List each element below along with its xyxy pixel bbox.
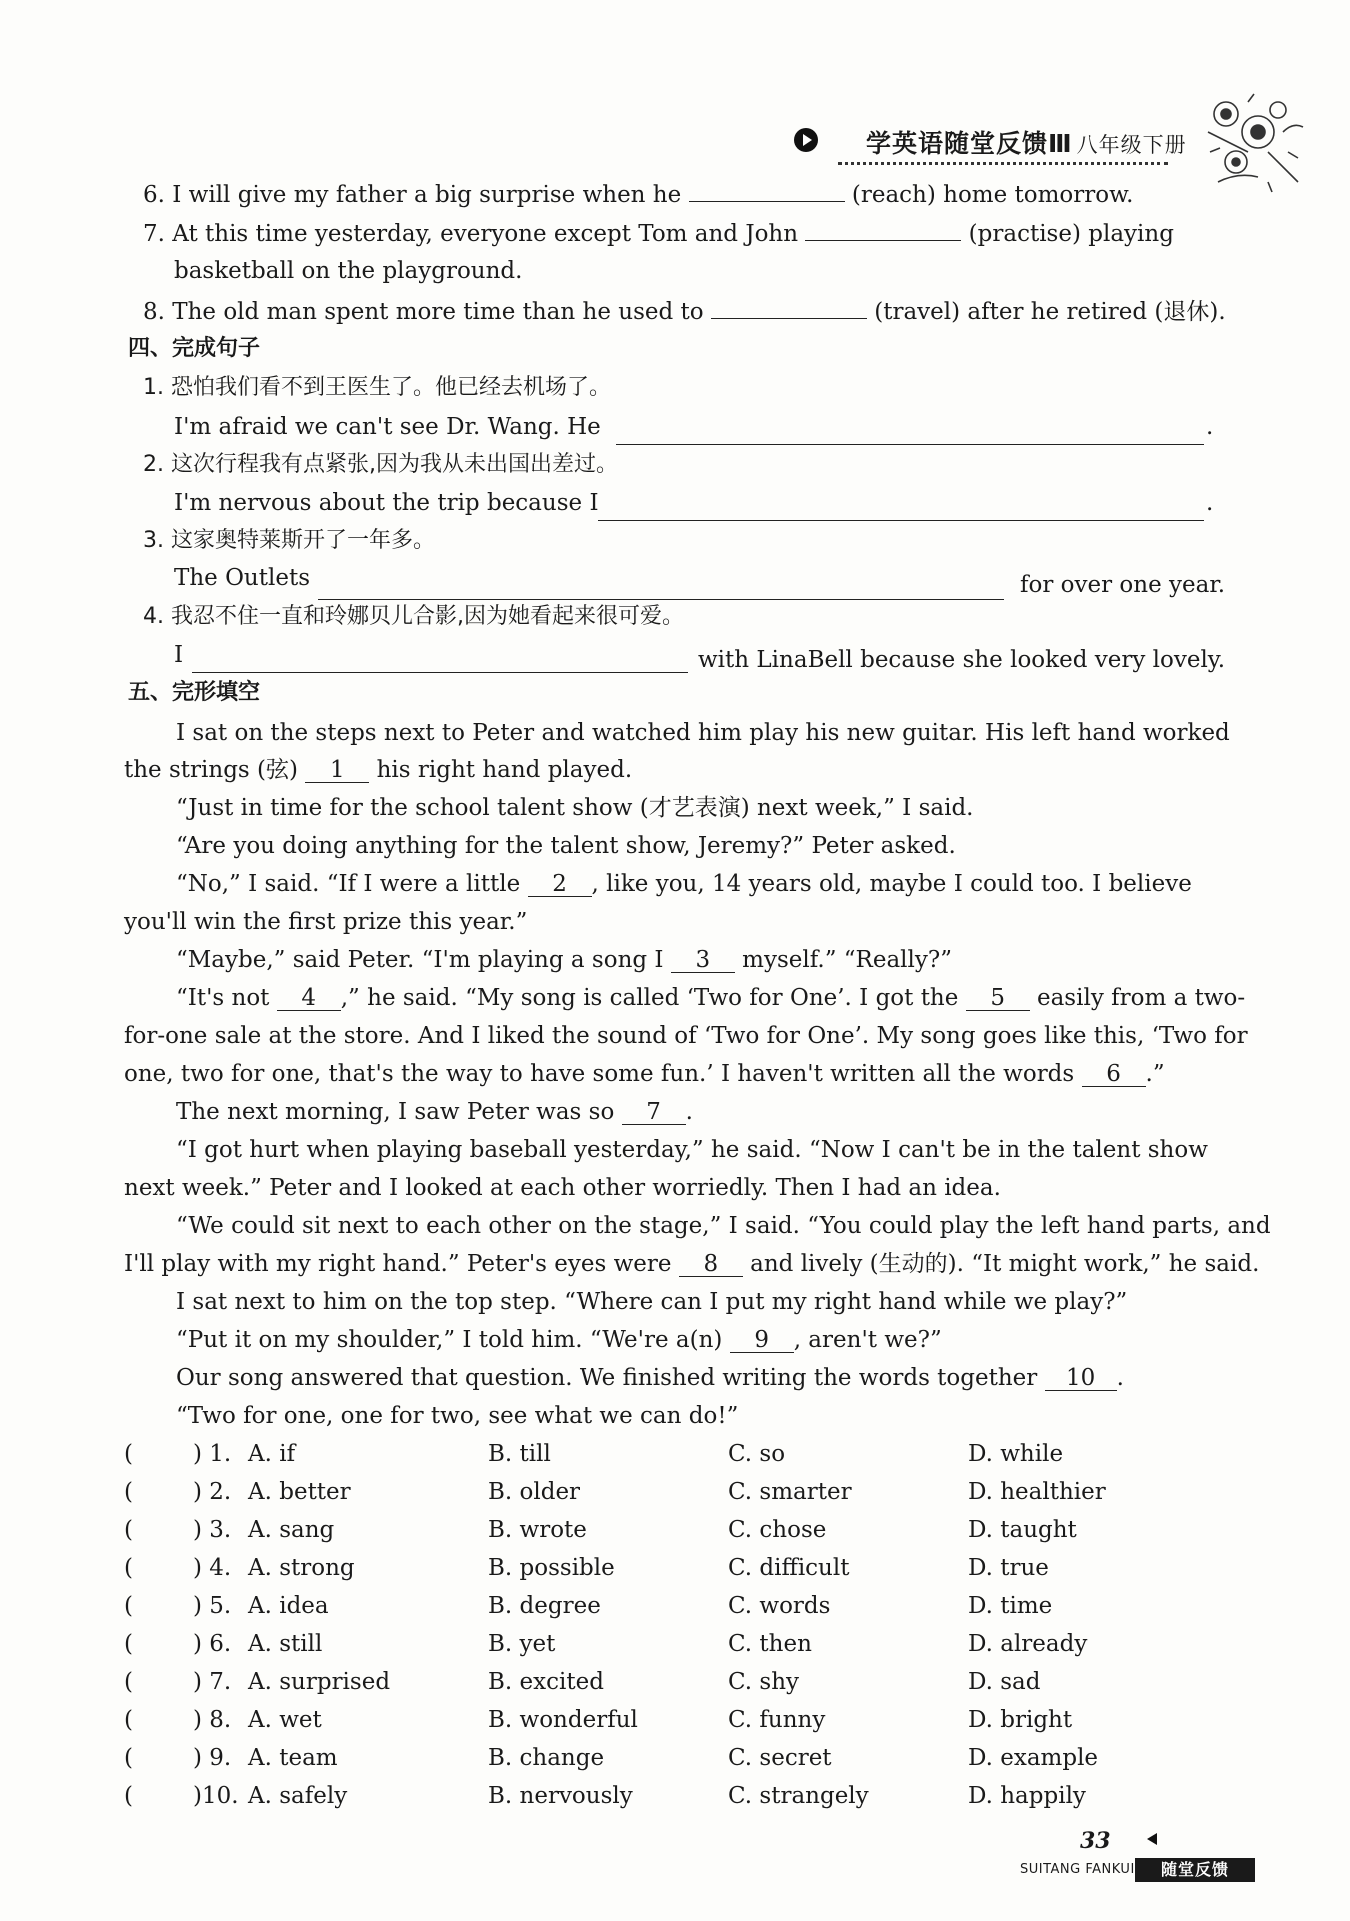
- cloze-blank-7[interactable]: 7: [622, 1100, 686, 1125]
- answer-bracket[interactable]: (: [124, 1745, 133, 1771]
- series-badge: 随堂反馈: [1135, 1858, 1255, 1882]
- answer-bracket[interactable]: (: [124, 1479, 133, 1505]
- section-heading-5: 五、完形填空: [128, 680, 261, 705]
- option-a: A. strong: [248, 1555, 355, 1581]
- option-d: D. already: [968, 1631, 1088, 1657]
- sentence-3-answer-line[interactable]: [318, 597, 1004, 600]
- passage-line: “Just in time for the school talent show (才艺表演) next week,” I said.: [176, 795, 974, 821]
- option-number: )10.: [193, 1783, 239, 1809]
- cloze-blank-9[interactable]: 9: [730, 1328, 794, 1353]
- passage-line: “It's not 4 ,” he said. “My song is called ‘Two for One’. I got the 5 easily from a two-: [176, 985, 1246, 1011]
- passage-line: for-one sale at the store. And I liked the sound of ‘Two for One’. My song goes like this, ‘Two for: [124, 1023, 1248, 1049]
- option-b: B. nervously: [488, 1783, 633, 1809]
- option-b: B. yet: [488, 1631, 556, 1657]
- play-bullet-icon: [794, 128, 818, 152]
- passage-line: Our song answered that question. We finished writing the words together 10 .: [176, 1365, 1124, 1391]
- option-a: A. if: [248, 1441, 296, 1467]
- option-b: B. change: [488, 1745, 605, 1771]
- answer-blank[interactable]: [805, 218, 961, 241]
- sentence-4-answer-line[interactable]: [192, 670, 688, 673]
- series-name: SUITANG FANKUI: [1020, 1862, 1135, 1877]
- sentence-end: .: [1206, 490, 1214, 516]
- sentence-2-chinese: 2. 这次行程我有点紧张,因为我从未出国出差过。: [143, 452, 618, 477]
- passage-line: “We could sit next to each other on the stage,” I said. “You could play the left hand parts, and: [176, 1213, 1271, 1239]
- option-d: D. example: [968, 1745, 1099, 1771]
- passage-line: “I got hurt when playing baseball yesterday,” he said. “Now I can't be in the talent show: [176, 1137, 1208, 1163]
- passage-line: “Two for one, one for two, see what we can do!”: [176, 1403, 739, 1429]
- page-footer: [1020, 1858, 1270, 1884]
- option-d: D. true: [968, 1555, 1049, 1581]
- passage-line: “Are you doing anything for the talent show, Jeremy?” Peter asked.: [176, 833, 956, 859]
- option-a: A. team: [248, 1745, 338, 1771]
- option-c: C. difficult: [728, 1555, 850, 1581]
- answer-bracket[interactable]: (: [124, 1631, 133, 1657]
- option-number: ) 1.: [193, 1441, 232, 1467]
- option-d: D. time: [968, 1593, 1053, 1619]
- floral-ornament-icon: [1198, 92, 1308, 197]
- cloze-blank-1[interactable]: 1: [305, 758, 369, 783]
- answer-bracket[interactable]: (: [124, 1783, 133, 1809]
- passage-line: the strings (弦) 1 his right hand played.: [124, 757, 633, 783]
- option-c: C. shy: [728, 1669, 800, 1695]
- cloze-blank-10[interactable]: 10: [1045, 1366, 1117, 1391]
- option-c: C. funny: [728, 1707, 826, 1733]
- page-number: 33: [1080, 1828, 1111, 1854]
- passage-line: one, two for one, that's the way to have some fun.’ I haven't written all the words 6 .”: [124, 1061, 1165, 1087]
- option-a: A. sang: [248, 1517, 335, 1543]
- header-dotted-rule: [838, 162, 1168, 165]
- answer-bracket[interactable]: (: [124, 1669, 133, 1695]
- option-c: C. secret: [728, 1745, 832, 1771]
- sentence-end: .: [1206, 414, 1214, 440]
- option-b: B. excited: [488, 1669, 604, 1695]
- answer-bracket[interactable]: (: [124, 1555, 133, 1581]
- cloze-blank-6[interactable]: 6: [1082, 1062, 1146, 1087]
- option-a: A. idea: [248, 1593, 329, 1619]
- page-header: [790, 118, 1260, 178]
- option-number: ) 7.: [193, 1669, 232, 1695]
- passage-line: I sat on the steps next to Peter and watched him play his new guitar. His left hand worked: [176, 720, 1230, 746]
- answer-bracket[interactable]: (: [124, 1441, 133, 1467]
- answer-blank[interactable]: [711, 296, 867, 319]
- answer-bracket[interactable]: (: [124, 1707, 133, 1733]
- option-c: C. chose: [728, 1517, 827, 1543]
- option-b: B. till: [488, 1441, 551, 1467]
- sentence-3-ending: for over one year.: [1020, 572, 1226, 598]
- option-a: A. safely: [248, 1783, 348, 1809]
- option-number: ) 2.: [193, 1479, 232, 1505]
- passage-line: I'll play with my right hand.” Peter's eyes were 8 and lively (生动的). “It might work,” he said.: [124, 1251, 1260, 1277]
- cloze-blank-4[interactable]: 4: [277, 986, 341, 1011]
- answer-bracket[interactable]: (: [124, 1593, 133, 1619]
- sentence-3-chinese: 3. 这家奥特莱斯开了一年多。: [143, 528, 435, 553]
- option-number: ) 9.: [193, 1745, 232, 1771]
- sentence-4-english: I: [174, 642, 184, 668]
- option-number: ) 4.: [193, 1555, 232, 1581]
- book-subtitle: 八年级下册: [1076, 133, 1187, 157]
- option-d: D. taught: [968, 1517, 1077, 1543]
- arrow-left-icon: [1147, 1833, 1157, 1845]
- option-c: C. so: [728, 1441, 786, 1467]
- option-d: D. sad: [968, 1669, 1041, 1695]
- option-c: C. then: [728, 1631, 812, 1657]
- option-a: A. better: [248, 1479, 351, 1505]
- cloze-blank-2[interactable]: 2: [528, 872, 592, 897]
- section-heading-4: 四、完成句子: [128, 336, 261, 361]
- option-a: A. wet: [248, 1707, 322, 1733]
- answer-blank[interactable]: [689, 179, 845, 202]
- option-number: ) 8.: [193, 1707, 232, 1733]
- sentence-2-english: I'm nervous about the trip because I: [174, 490, 599, 516]
- option-d: D. happily: [968, 1783, 1086, 1809]
- option-b: B. degree: [488, 1593, 601, 1619]
- option-b: B. possible: [488, 1555, 615, 1581]
- option-d: D. while: [968, 1441, 1064, 1467]
- option-b: B. older: [488, 1479, 581, 1505]
- option-a: A. still: [248, 1631, 323, 1657]
- cloze-blank-8[interactable]: 8: [679, 1252, 743, 1277]
- option-c: C. smarter: [728, 1479, 852, 1505]
- sentence-3-english: The Outlets: [174, 565, 311, 591]
- passage-line: “No,” I said. “If I were a little 2 , like you, 14 years old, maybe I could too. I believe: [176, 871, 1192, 897]
- sentence-1-answer-line[interactable]: [616, 442, 1204, 445]
- option-number: ) 3.: [193, 1517, 232, 1543]
- passage-line: The next morning, I saw Peter was so 7 .: [176, 1099, 693, 1125]
- passage-line: “Put it on my shoulder,” I told him. “We're a(n) 9 , aren't we?”: [176, 1327, 942, 1353]
- passage-line: next week.” Peter and I looked at each other worriedly. Then I had an idea.: [124, 1175, 1001, 1201]
- cloze-blank-3[interactable]: 3: [671, 948, 735, 973]
- sentence-4-chinese: 4. 我忍不住一直和玲娜贝儿合影,因为她看起来很可爱。: [143, 604, 684, 629]
- fill-item-8: 8. The old man spent more time than he used to (travel) after he retired (退休).: [143, 296, 1226, 327]
- book-title: 学英语随堂反馈Ⅲ 八年级下册: [866, 129, 1187, 158]
- fill-item-6: 6. I will give my father a big surprise when he (reach) home tomorrow.: [143, 179, 1133, 210]
- passage-line: I sat next to him on the top step. “Where can I put my right hand while we play?”: [176, 1289, 1128, 1315]
- option-b: B. wrote: [488, 1517, 587, 1543]
- sentence-1-chinese: 1. 恐怕我们看不到王医生了。他已经去机场了。: [143, 375, 611, 400]
- option-c: C. words: [728, 1593, 831, 1619]
- option-d: D. healthier: [968, 1479, 1106, 1505]
- sentence-2-answer-line[interactable]: [598, 518, 1204, 521]
- option-d: D. bright: [968, 1707, 1073, 1733]
- sentence-1-english: I'm afraid we can't see Dr. Wang. He: [174, 414, 601, 440]
- passage-line: “Maybe,” said Peter. “I'm playing a song I 3 myself.” “Really?”: [176, 947, 952, 973]
- passage-line: you'll win the first prize this year.”: [124, 909, 528, 935]
- answer-bracket[interactable]: (: [124, 1517, 133, 1543]
- option-number: ) 6.: [193, 1631, 232, 1657]
- option-a: A. surprised: [248, 1669, 391, 1695]
- fill-item-7-cont: basketball on the playground.: [174, 258, 523, 284]
- option-number: ) 5.: [193, 1593, 232, 1619]
- cloze-blank-5[interactable]: 5: [966, 986, 1030, 1011]
- fill-item-7: 7. At this time yesterday, everyone except Tom and John (practise) playing: [143, 218, 1174, 249]
- option-b: B. wonderful: [488, 1707, 638, 1733]
- option-c: C. strangely: [728, 1783, 869, 1809]
- sentence-4-ending: with LinaBell because she looked very lovely.: [698, 647, 1226, 673]
